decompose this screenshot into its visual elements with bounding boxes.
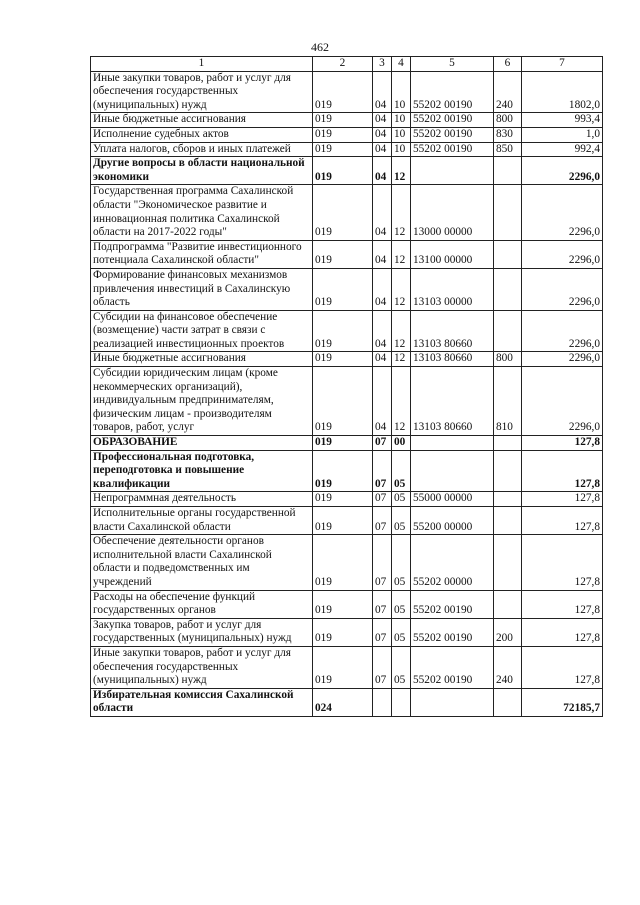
- cell-target-code: 55202 00190: [411, 113, 494, 128]
- cell-target-code: 13000 00000: [411, 185, 494, 240]
- cell-target-code: 55202 00190: [411, 71, 494, 113]
- cell-admin-code: 019: [313, 142, 373, 157]
- row-name: Иные бюджетные ассигнования: [91, 113, 313, 128]
- row-name: Подпрограмма "Развитие инвестиционного потенциала Сахалинской области": [91, 240, 313, 268]
- cell-admin-code: 019: [313, 590, 373, 618]
- cell-amount: 127,8: [522, 618, 603, 646]
- row-name: Закупка товаров, работ и услуг для государственных (муниципальных) нужд: [91, 618, 313, 646]
- cell-section-code: 07: [373, 492, 392, 507]
- cell-subsection-code: [392, 688, 411, 716]
- table-body: [91, 71, 603, 716]
- cell-target-code: 13103 80660: [411, 352, 494, 367]
- cell-amount: 1,0: [522, 127, 603, 142]
- column-header: 7: [522, 57, 603, 72]
- table-row: [91, 646, 603, 688]
- cell-subsection-code: 12: [392, 367, 411, 436]
- cell-amount: 127,8: [522, 492, 603, 507]
- row-name: Иные закупки товаров, работ и услуг для обеспечения государственных (муниципальных) нужд: [91, 646, 313, 688]
- cell-section-code: 07: [373, 450, 392, 492]
- cell-section-code: 04: [373, 142, 392, 157]
- cell-section-code: 04: [373, 71, 392, 113]
- table-row: [91, 688, 603, 716]
- table-row: [91, 157, 603, 185]
- column-header: 3: [373, 57, 392, 72]
- cell-amount: 2296,0: [522, 185, 603, 240]
- table-row: [91, 367, 603, 436]
- cell-section-code: 04: [373, 113, 392, 128]
- cell-section-code: 04: [373, 367, 392, 436]
- cell-admin-code: 019: [313, 646, 373, 688]
- table-row: [91, 535, 603, 590]
- cell-target-code: 55202 00190: [411, 618, 494, 646]
- column-header: 2: [313, 57, 373, 72]
- cell-target-code: [411, 157, 494, 185]
- table-row: [91, 618, 603, 646]
- cell-admin-code: 019: [313, 157, 373, 185]
- cell-expense-type: 850: [494, 142, 522, 157]
- cell-target-code: [411, 436, 494, 451]
- cell-subsection-code: 05: [392, 450, 411, 492]
- column-header: 1: [91, 57, 313, 72]
- row-name: Непрограммная деятельность: [91, 492, 313, 507]
- cell-admin-code: 019: [313, 352, 373, 367]
- column-header: 6: [494, 57, 522, 72]
- budget-table: [90, 56, 603, 717]
- cell-expense-type: [494, 157, 522, 185]
- row-name: Иные бюджетные ассигнования: [91, 352, 313, 367]
- cell-expense-type: [494, 268, 522, 310]
- cell-amount: 127,8: [522, 436, 603, 451]
- cell-expense-type: 240: [494, 71, 522, 113]
- table-row: [91, 240, 603, 268]
- cell-subsection-code: 00: [392, 436, 411, 451]
- cell-section-code: 07: [373, 646, 392, 688]
- cell-subsection-code: 05: [392, 535, 411, 590]
- cell-expense-type: [494, 450, 522, 492]
- cell-expense-type: 810: [494, 367, 522, 436]
- cell-expense-type: [494, 688, 522, 716]
- cell-subsection-code: 10: [392, 142, 411, 157]
- table-row: [91, 71, 603, 113]
- cell-target-code: 55200 00000: [411, 507, 494, 535]
- cell-amount: 2296,0: [522, 268, 603, 310]
- cell-admin-code: 019: [313, 127, 373, 142]
- cell-amount: 127,8: [522, 507, 603, 535]
- cell-section-code: 04: [373, 352, 392, 367]
- cell-section-code: 04: [373, 157, 392, 185]
- cell-amount: 2296,0: [522, 367, 603, 436]
- cell-admin-code: 019: [313, 450, 373, 492]
- cell-expense-type: [494, 535, 522, 590]
- cell-section-code: 07: [373, 590, 392, 618]
- cell-expense-type: [494, 436, 522, 451]
- cell-section-code: 07: [373, 507, 392, 535]
- cell-target-code: 13103 80660: [411, 310, 494, 352]
- column-header: 4: [392, 57, 411, 72]
- table-row: [91, 436, 603, 451]
- cell-target-code: 55202 00190: [411, 646, 494, 688]
- cell-expense-type: 800: [494, 352, 522, 367]
- cell-subsection-code: 12: [392, 352, 411, 367]
- row-name: Формирование финансовых механизмов привлечения инвестиций в Сахалинскую область: [91, 268, 313, 310]
- cell-admin-code: 019: [313, 71, 373, 113]
- cell-admin-code: 019: [313, 436, 373, 451]
- cell-section-code: 07: [373, 436, 392, 451]
- table-row: [91, 450, 603, 492]
- table-row: [91, 127, 603, 142]
- table-row: [91, 352, 603, 367]
- cell-subsection-code: 05: [392, 646, 411, 688]
- cell-amount: 127,8: [522, 646, 603, 688]
- cell-subsection-code: 12: [392, 268, 411, 310]
- cell-subsection-code: 10: [392, 113, 411, 128]
- cell-amount: 2296,0: [522, 157, 603, 185]
- cell-admin-code: 019: [313, 535, 373, 590]
- cell-expense-type: [494, 240, 522, 268]
- table-row: [91, 268, 603, 310]
- cell-amount: 993,4: [522, 113, 603, 128]
- cell-admin-code: 019: [313, 185, 373, 240]
- cell-admin-code: 019: [313, 492, 373, 507]
- cell-amount: 72185,7: [522, 688, 603, 716]
- row-name: Субсидии на финансовое обеспечение (возмещение) части затрат в связи с реализацией инвестиционных проектов: [91, 310, 313, 352]
- cell-target-code: 13103 80660: [411, 367, 494, 436]
- cell-subsection-code: 12: [392, 310, 411, 352]
- row-name: Другие вопросы в области национальной экономики: [91, 157, 313, 185]
- row-name: Расходы на обеспечение функций государственных органов: [91, 590, 313, 618]
- cell-subsection-code: 12: [392, 157, 411, 185]
- cell-target-code: 55202 00190: [411, 142, 494, 157]
- cell-amount: 2296,0: [522, 352, 603, 367]
- cell-section-code: 07: [373, 535, 392, 590]
- row-name: Субсидии юридическим лицам (кроме некоммерческих организаций), индивидуальным предпринимателям, физическим лицам - производителям товаров, работ, услуг: [91, 367, 313, 436]
- row-name: Исполнительные органы государственной власти Сахалинской области: [91, 507, 313, 535]
- cell-expense-type: 200: [494, 618, 522, 646]
- column-header: 5: [411, 57, 494, 72]
- cell-expense-type: 830: [494, 127, 522, 142]
- cell-expense-type: [494, 590, 522, 618]
- cell-admin-code: 019: [313, 507, 373, 535]
- table-row: [91, 310, 603, 352]
- table-row: [91, 590, 603, 618]
- cell-expense-type: [494, 310, 522, 352]
- cell-admin-code: 019: [313, 310, 373, 352]
- cell-admin-code: 019: [313, 367, 373, 436]
- cell-subsection-code: 05: [392, 590, 411, 618]
- row-name: Избирательная комиссия Сахалинской области: [91, 688, 313, 716]
- cell-amount: 992,4: [522, 142, 603, 157]
- cell-target-code: [411, 688, 494, 716]
- cell-expense-type: 800: [494, 113, 522, 128]
- cell-subsection-code: 05: [392, 507, 411, 535]
- table-row: [91, 185, 603, 240]
- table-row: [91, 492, 603, 507]
- cell-expense-type: [494, 507, 522, 535]
- cell-expense-type: [494, 185, 522, 240]
- cell-subsection-code: 05: [392, 618, 411, 646]
- cell-subsection-code: 12: [392, 240, 411, 268]
- page-number: 462: [311, 40, 329, 54]
- table-row: [91, 113, 603, 128]
- row-name: Уплата налогов, сборов и иных платежей: [91, 142, 313, 157]
- cell-target-code: [411, 450, 494, 492]
- cell-amount: 127,8: [522, 535, 603, 590]
- cell-subsection-code: 12: [392, 185, 411, 240]
- cell-section-code: 07: [373, 618, 392, 646]
- cell-section-code: 04: [373, 127, 392, 142]
- row-name: Иные закупки товаров, работ и услуг для обеспечения государственных (муниципальных) нужд: [91, 71, 313, 113]
- row-name: Обеспечение деятельности органов исполнительной власти Сахалинской области и подведомственных им учреждений: [91, 535, 313, 590]
- cell-section-code: 04: [373, 268, 392, 310]
- cell-section-code: [373, 688, 392, 716]
- cell-target-code: 13103 00000: [411, 268, 494, 310]
- table-row: [91, 142, 603, 157]
- cell-target-code: 55000 00000: [411, 492, 494, 507]
- cell-admin-code: 019: [313, 618, 373, 646]
- cell-subsection-code: 05: [392, 492, 411, 507]
- header-row: [91, 57, 603, 72]
- cell-target-code: 55202 00190: [411, 590, 494, 618]
- cell-section-code: 04: [373, 240, 392, 268]
- cell-admin-code: 019: [313, 268, 373, 310]
- row-name: Исполнение судебных актов: [91, 127, 313, 142]
- cell-target-code: 55202 00000: [411, 535, 494, 590]
- cell-amount: 1802,0: [522, 71, 603, 113]
- row-name: Государственная программа Сахалинской области "Экономическое развитие и инновационная политика Сахалинской области на 2017-2022 годы": [91, 185, 313, 240]
- cell-amount: 127,8: [522, 590, 603, 618]
- cell-subsection-code: 10: [392, 127, 411, 142]
- cell-amount: 127,8: [522, 450, 603, 492]
- cell-admin-code: 024: [313, 688, 373, 716]
- cell-amount: 2296,0: [522, 310, 603, 352]
- cell-section-code: 04: [373, 310, 392, 352]
- cell-admin-code: 019: [313, 240, 373, 268]
- cell-target-code: 55202 00190: [411, 127, 494, 142]
- cell-admin-code: 019: [313, 113, 373, 128]
- cell-expense-type: [494, 492, 522, 507]
- row-name: ОБРАЗОВАНИЕ: [91, 436, 313, 451]
- cell-amount: 2296,0: [522, 240, 603, 268]
- cell-section-code: 04: [373, 185, 392, 240]
- cell-expense-type: 240: [494, 646, 522, 688]
- row-name: Профессиональная подготовка, переподготовка и повышение квалификации: [91, 450, 313, 492]
- cell-subsection-code: 10: [392, 71, 411, 113]
- cell-target-code: 13100 00000: [411, 240, 494, 268]
- table-row: [91, 507, 603, 535]
